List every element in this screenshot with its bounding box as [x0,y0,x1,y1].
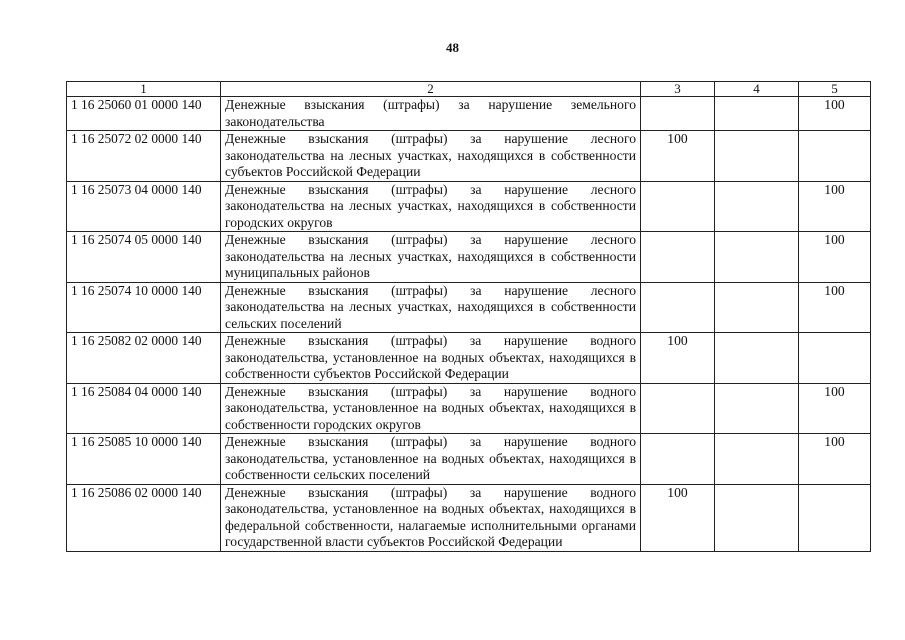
header-col-4: 4 [715,82,799,97]
row-col3: 100 [641,131,715,182]
row-description: Денежные взыскания (штрафы) за нарушение лесного законодательства на лесных участках, находящихся в собственности субъектов Российской Федерации [221,131,641,182]
header-col-2: 2 [221,82,641,97]
row-col4 [715,232,799,283]
page-number: 48 [446,40,459,55]
row-col3 [641,97,715,131]
table-row [67,434,871,485]
row-code: 1 16 25073 04 0000 140 [67,181,221,232]
row-col5: 100 [799,383,871,434]
row-col3: 100 [641,333,715,384]
row-description: Денежные взыскания (штрафы) за нарушение земельного законодательства [221,97,641,131]
row-col5: 100 [799,181,871,232]
row-description: Денежные взыскания (штрафы) за нарушение водного законодательства, установленное на водных объектах, находящихся в собственности городских округов [221,383,641,434]
row-code: 1 16 25084 04 0000 140 [67,383,221,434]
row-col3 [641,181,715,232]
row-description: Денежные взыскания (штрафы) за нарушение лесного законодательства на лесных участках, находящихся в собственности муниципальных районов [221,232,641,283]
row-col4 [715,333,799,384]
header-row [67,82,871,97]
row-code: 1 16 25072 02 0000 140 [67,131,221,182]
row-description: Денежные взыскания (штрафы) за нарушение водного законодательства, установленное на водных объектах, находящихся в собственности субъектов Российской Федерации [221,333,641,384]
row-col3 [641,383,715,434]
row-description: Денежные взыскания (штрафы) за нарушение лесного законодательства на лесных участках, находящихся в собственности сельских поселений [221,282,641,333]
row-code: 1 16 25082 02 0000 140 [67,333,221,384]
row-description: Денежные взыскания (штрафы) за нарушение водного законодательства, установленное на водных объектах, находящихся в федеральной собственности, налагаемые исполнительными органами государственной власти субъектов Российской Федерации [221,484,641,551]
table-row [67,282,871,333]
header-col-3: 3 [641,82,715,97]
row-code: 1 16 25085 10 0000 140 [67,434,221,485]
row-col3 [641,282,715,333]
table-row [67,333,871,384]
row-col4 [715,181,799,232]
row-col5: 100 [799,434,871,485]
row-description: Денежные взыскания (штрафы) за нарушение лесного законодательства на лесных участках, находящихся в собственности городских округов [221,181,641,232]
row-col4 [715,383,799,434]
row-col5: 100 [799,97,871,131]
revenue-table [66,81,871,552]
header-col-5: 5 [799,82,871,97]
row-col4 [715,131,799,182]
row-col4 [715,282,799,333]
row-description: Денежные взыскания (штрафы) за нарушение водного законодательства, установленное на водных объектах, находящихся в собственности сельских поселений [221,434,641,485]
table-row [67,484,871,551]
row-code: 1 16 25074 05 0000 140 [67,232,221,283]
row-col3 [641,434,715,485]
row-code: 1 16 25086 02 0000 140 [67,484,221,551]
row-code: 1 16 25074 10 0000 140 [67,282,221,333]
row-col5 [799,131,871,182]
row-col3 [641,232,715,283]
row-col4 [715,97,799,131]
table-row [67,232,871,283]
row-col3: 100 [641,484,715,551]
row-col5 [799,484,871,551]
table-row [67,181,871,232]
row-col4 [715,434,799,485]
table-row [67,383,871,434]
row-col4 [715,484,799,551]
table-row [67,131,871,182]
row-col5: 100 [799,282,871,333]
row-col5 [799,333,871,384]
row-col5: 100 [799,232,871,283]
table-row [67,97,871,131]
row-code: 1 16 25060 01 0000 140 [67,97,221,131]
header-col-1: 1 [67,82,221,97]
